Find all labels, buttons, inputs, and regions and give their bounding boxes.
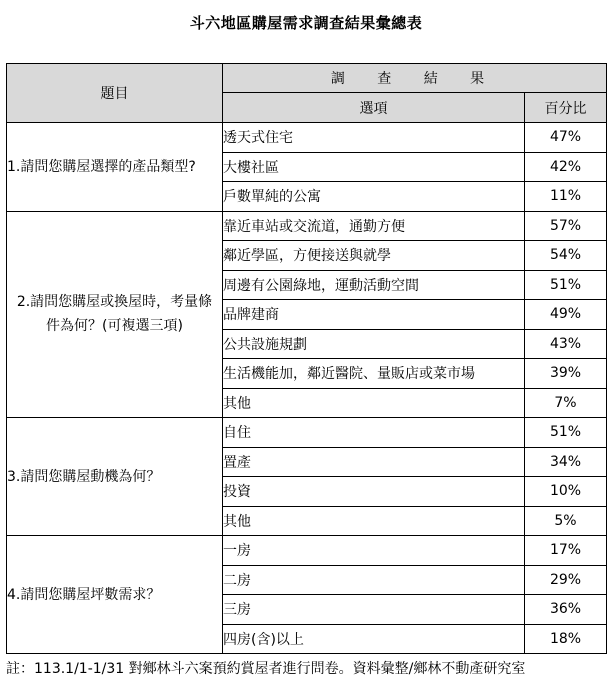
percent-cell: 18% [525, 624, 607, 654]
percent-cell: 57% [525, 211, 607, 241]
percent-cell: 39% [525, 359, 607, 389]
question-cell: 4.請問您購屋坪數需求？ [7, 536, 223, 654]
option-cell: 其他 [223, 388, 525, 418]
percent-cell: 11% [525, 182, 607, 212]
option-cell: 品牌建商 [223, 300, 525, 330]
option-cell: 自住 [223, 418, 525, 448]
results-header: 調 查 結 果 [223, 64, 607, 93]
percent-cell: 51% [525, 270, 607, 300]
percent-cell: 29% [525, 565, 607, 595]
option-cell: 生活機能加，鄰近醫院、量販店或菜市場 [223, 359, 525, 389]
option-cell: 三房 [223, 595, 525, 625]
survey-body [7, 123, 607, 654]
question-cell: 1.請問您購屋選擇的產品類型? [7, 123, 223, 212]
header-row [7, 64, 607, 93]
percent-cell: 49% [525, 300, 607, 330]
percent-cell: 51% [525, 418, 607, 448]
percent-cell: 47% [525, 123, 607, 153]
percent-cell: 5% [525, 506, 607, 536]
question-cell: 3.請問您購屋動機為何？ [7, 418, 223, 536]
option-cell: 戶數單純的公寓 [223, 182, 525, 212]
option-cell: 靠近車站或交流道，通勤方便 [223, 211, 525, 241]
option-cell: 周邊有公園綠地，運動活動空間 [223, 270, 525, 300]
option-cell: 四房(含)以上 [223, 624, 525, 654]
survey-table [6, 63, 607, 654]
topic-header: 題目 [7, 64, 223, 123]
page-title: 斗六地區購屋需求調查結果彙總表 [189, 14, 423, 32]
table-row [7, 123, 607, 153]
option-cell: 一房 [223, 536, 525, 566]
option-cell: 鄰近學區，方便接送與就學 [223, 241, 525, 271]
percent-cell: 34% [525, 447, 607, 477]
option-cell: 二房 [223, 565, 525, 595]
percent-cell: 42% [525, 152, 607, 182]
percent-cell: 17% [525, 536, 607, 566]
option-cell: 置產 [223, 447, 525, 477]
table-row [7, 211, 607, 241]
percent-cell: 43% [525, 329, 607, 359]
table-row [7, 418, 607, 448]
percent-cell: 7% [525, 388, 607, 418]
option-cell: 大樓社區 [223, 152, 525, 182]
percent-cell: 54% [525, 241, 607, 271]
option-cell: 其他 [223, 506, 525, 536]
table-row [7, 536, 607, 566]
option-cell: 透天式住宅 [223, 123, 525, 153]
percent-cell: 10% [525, 477, 607, 507]
percent-header: 百分比 [525, 93, 607, 123]
question-cell: 2.請問您購屋或換屋時，考量條件為何？(可複選三項) [7, 211, 223, 418]
option-cell: 投資 [223, 477, 525, 507]
footnote: 註：113.1/1-1/31 對鄉林斗六案預約賞屋者進行問卷。資料彙整/鄉林不動產研究室 [6, 661, 526, 677]
option-header: 選項 [223, 93, 525, 123]
option-cell: 公共設施規劃 [223, 329, 525, 359]
percent-cell: 36% [525, 595, 607, 625]
